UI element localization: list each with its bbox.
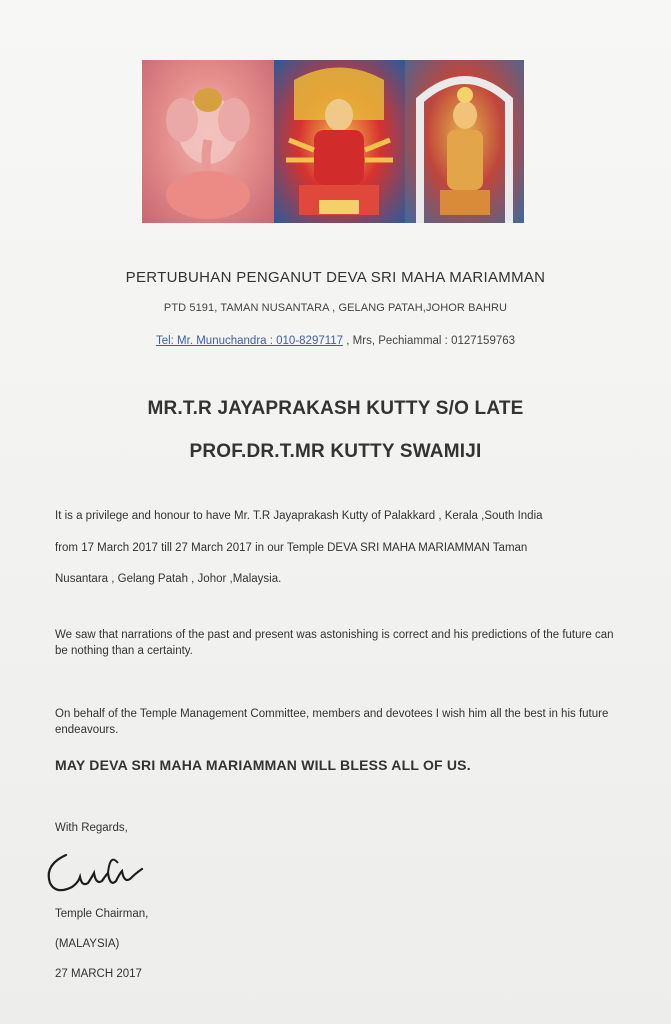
goddess-mariamman-image: [274, 60, 405, 223]
blessing-line: MAY DEVA SRI MAHA MARIAMMAN WILL BLESS ALL OF US.: [55, 757, 471, 773]
contact-phone-link[interactable]: Tel: Mr. Munuchandra : 010-8297117: [155, 335, 344, 347]
chairman-country: (MALAYSIA): [55, 938, 120, 950]
organization-name: PERTUBUHAN PENGANUT DEVA SRI MAHA MARIAMMAN: [125, 269, 546, 286]
letter-title-line-1: MR.T.R JAYAPRAKASH KUTTY S/O LATE: [147, 398, 524, 419]
paragraph-1-line-3: Nusantara , Gelang Patah , Johor ,Malaysia.: [55, 573, 282, 585]
organization-address: PTD 5191, TAMAN NUSANTARA , GELANG PATAH,JOHOR BAHRU: [163, 302, 508, 314]
paragraph-1-line-2: from 17 March 2017 till 27 March 2017 in our Temple DEVA SRI MAHA MARIAMMAN Taman: [55, 542, 528, 554]
ganesha-image: [142, 60, 274, 223]
goddess-illustration: [274, 60, 405, 223]
paragraph-3: On behalf of the Temple Management Committee, members and devotees I wish him all the best in his future endeavours.: [55, 708, 609, 736]
letter-date: 27 MARCH 2017: [55, 968, 142, 980]
deity-images-strip: [142, 60, 524, 223]
deity-shrine-image: [405, 60, 524, 223]
paragraph-2: We saw that narrations of the past and present was astonishing is correct and his predictions of the future can be nothing than a certainty.: [55, 629, 614, 657]
signature-icon: [38, 843, 148, 903]
ganesha-illustration: [142, 60, 274, 223]
shrine-illustration: [405, 60, 524, 223]
paragraph-1-line-1: It is a privilege and honour to have Mr. T.R Jayaprakash Kutty of Palakkard , Kerala ,South India: [55, 510, 543, 522]
contact-line: [0, 335, 671, 347]
chairman-title: Temple Chairman,: [55, 908, 149, 920]
letter-title-line-2: PROF.DR.T.MR KUTTY SWAMIJI: [189, 441, 482, 462]
closing-regards: With Regards,: [55, 822, 128, 834]
contact-secondary: , Mrs, Pechiammal : 0127159763: [343, 335, 516, 347]
